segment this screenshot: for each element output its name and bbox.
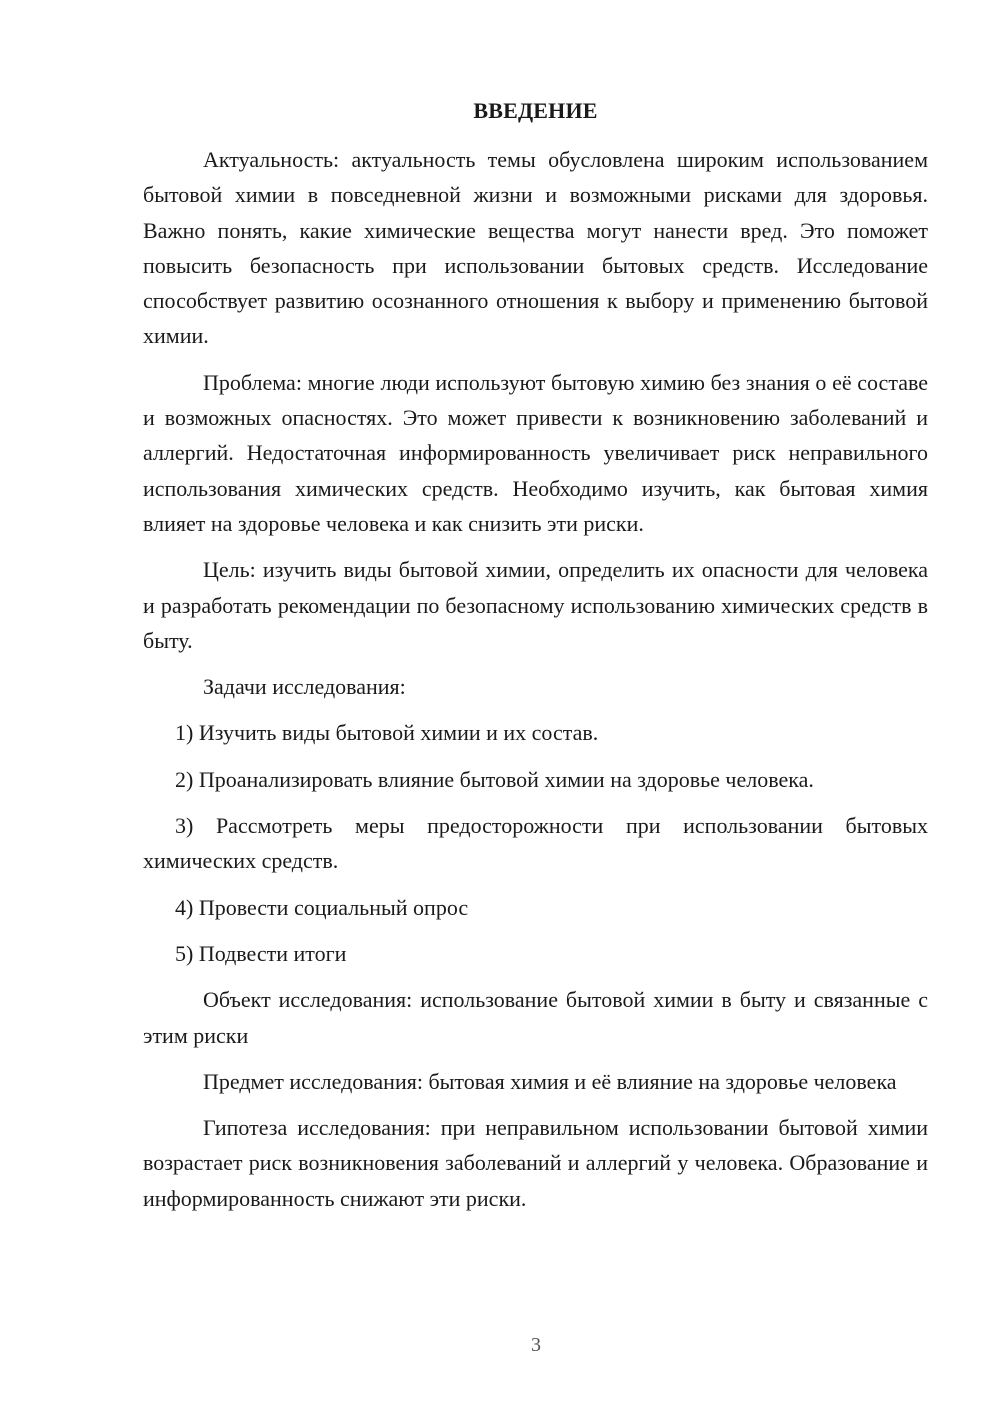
subject-paragraph: Предмет исследования: бытовая химия и её влияние на здоровье человека bbox=[203, 1068, 897, 1094]
task-item-2: 2) Проанализировать влияние бытовой химии на здоровье человека. bbox=[175, 766, 814, 792]
hypothesis-paragraph: Гипотеза исследования: при неправильном использовании бытовой химии возрастает риск возникновения заболеваний и аллергий у человека. Образование и информированность снижают эти риски. bbox=[143, 1115, 928, 1211]
problem-paragraph: Проблема: многие люди используют бытовую химию без знания о её составе и возможных опасностях. Это может привести к возникновению заболеваний и аллергий. Недостаточная информированность увеличивает риск неправильного использования химических средств. Необходимо изучить, как бытовая химия влияет на здоровье человека и как снизить эти риски. bbox=[143, 369, 928, 536]
task-item-3: 3) Рассмотреть меры предосторожности при использовании бытовых химических средств. bbox=[143, 813, 928, 874]
tasks-heading: Задачи исследования: bbox=[203, 674, 406, 700]
relevance-paragraph: Актуальность: актуальность темы обусловлена широким использованием бытовой химии в повседневной жизни и возможными рисками для здоровья. Важно понять, какие химические вещества могут нанести вред. Это поможет повысить безопасность при использовании бытовых средств. Исследование способствует развитию осознанного отношения к выбору и применению бытовой химии. bbox=[143, 147, 928, 349]
document-page bbox=[143, 96, 928, 1216]
task-item-4: 4) Провести социальный опрос bbox=[175, 894, 469, 920]
task-item-5: 5) Подвести итоги bbox=[175, 940, 347, 966]
goal-paragraph: Цель: изучить виды бытовой химии, определить их опасности для человека и разработать рекомендации по безопасному использованию химических средств в быту. bbox=[143, 557, 928, 653]
page-number: 3 bbox=[531, 1334, 541, 1356]
section-title: ВВЕДЕНИЕ bbox=[473, 98, 598, 123]
task-item-1: 1) Изучить виды бытовой химии и их состав. bbox=[175, 720, 599, 746]
object-paragraph: Объект исследования: использование бытовой химии в быту и связанные с этим риски bbox=[143, 987, 928, 1048]
